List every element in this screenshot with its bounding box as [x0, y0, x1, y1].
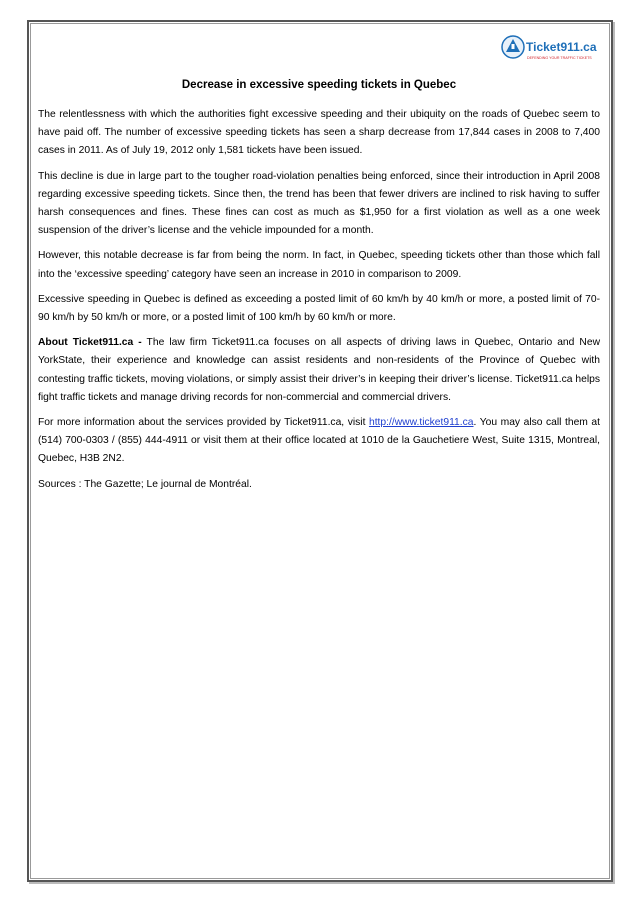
website-link[interactable]: http://www.ticket911.ca	[368, 417, 474, 429]
paragraph-intro: The relentlessness with which the authorities fight excessive speeding and their ubiquity on the roads of Quebec seem to have paid off. The number of excessive speeding tickets has seen a sharp decrease from 17,844 cases in 2008 to 7,400 cases in 2011. As of July 19, 2012 only 1,581 tickets have been issued.	[38, 109, 600, 157]
about-label: About Ticket911.ca -	[38, 337, 142, 349]
ticket911-logo-graphic	[500, 32, 600, 66]
about-text: The law firm Ticket911.ca focuses on all aspects of driving laws in Quebec, Ontario and New YorkState, their experience and knowledge can assist residents and non-residents of the Province of Quebec with contesting traffic tickets, moving violations, or simply assist their driver’s in keeping their driver’s license. Ticket911.ca helps fight traffic tickets and manage driving records for non-commercial and commercial drivers.	[38, 337, 600, 403]
document-body	[38, 106, 600, 501]
logo-tagline: DEFENDING YOUR TRAFFIC TICKETS	[527, 56, 592, 60]
paragraph-however: However, this notable decrease is far from being the norm. In fact, in Quebec, speeding tickets other than those which fall into the ‘excessive speeding’ category have seen an increase in 2010 in comparison to 2009.	[38, 250, 600, 280]
ticket911-logo	[500, 32, 600, 66]
paragraph-sources: Sources : The Gazette; Le journal de Montréal.	[38, 478, 252, 490]
paragraph-contact	[38, 414, 600, 469]
logo-brand-text: Ticket911.ca	[526, 40, 597, 54]
paragraph-decline: This decline is due in large part to the tougher road-violation penalties being enforced, since their introduction in April 2008 regarding excessive speeding tickets. Since then, the trend has been that fewer drivers are inclined to risk having to suffer harsh consequences and fines. These fines can cost as much as $1,950 for a first violation as well as a one week suspension of the driver’s license and the vehicle impounded for a month.	[38, 170, 600, 237]
paragraph-about	[38, 334, 600, 407]
document-title: Decrease in excessive speeding tickets in Quebec	[181, 79, 457, 91]
paragraph-definition: Excessive speeding in Quebec is defined as exceeding a posted limit of 60 km/h by 40 km/h or more, a posted limit of 70-90 km/h by 50 km/h or more, or a posted limit of 100 km/h by 60 km/h or more.	[38, 293, 600, 324]
contact-text-after: . You may also call them at (514) 700-0303 / (855) 444-4911 or visit them at their office located at 1010 de la Gauchetiere West, Suite 1315, Montreal, Quebec, H3B 2N2.	[38, 417, 600, 465]
contact-text-before: For more information about the services provided by Ticket911.ca, visit	[38, 417, 369, 429]
